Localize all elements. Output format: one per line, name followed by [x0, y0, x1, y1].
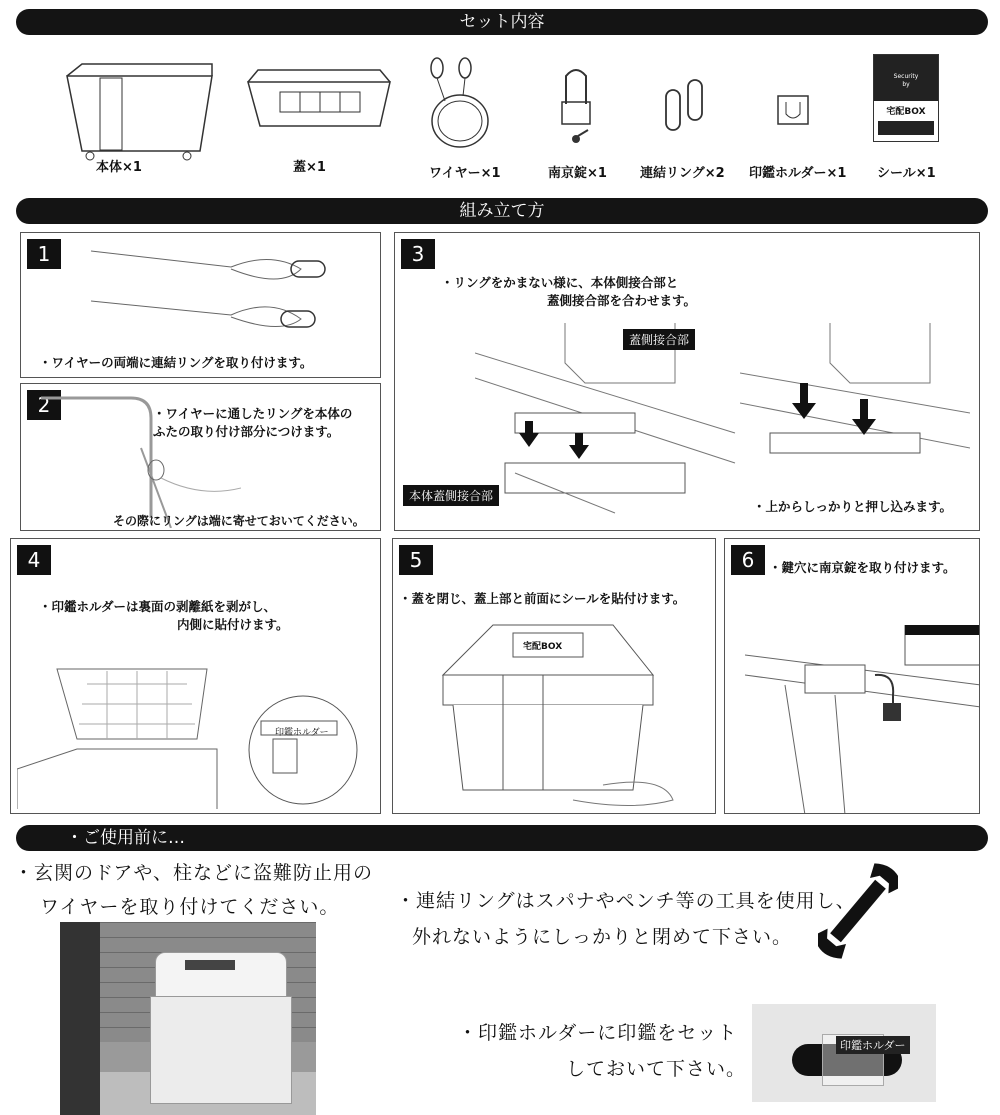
- box-top-label: 宅配BOX: [523, 642, 563, 652]
- note-1-line-1: ・玄関のドアや、柱などに盗難防止用の: [14, 862, 374, 884]
- step-3-text-1: ・リングをかまない様に、本体側接合部と: [441, 275, 679, 290]
- section-header-contents: セット内容: [16, 9, 988, 35]
- box-body-icon: [62, 56, 222, 166]
- padlock-attach-illustration: [745, 625, 980, 814]
- door-box-photo: [60, 922, 316, 1115]
- note-2-line-1: ・連結リングはスパナやペンチ等の工具を使用し、: [396, 890, 856, 912]
- item-label-seal-holder: 印鑑ホルダー×1: [749, 166, 847, 181]
- step-1-text: ・ワイヤーの両端に連結リングを取り付けます。: [39, 355, 313, 370]
- item-label-lid: 蓋×1: [293, 160, 326, 175]
- step-6-text: ・鍵穴に南京錠を取り付けます。: [769, 560, 956, 575]
- item-label-ring: 連結リング×2: [640, 166, 725, 181]
- step-2-text-2: ふたの取り付け部分につけます。: [153, 424, 340, 439]
- step-1-number: 1: [27, 239, 61, 269]
- joint-illustration-left: [475, 323, 745, 523]
- section-header-assembly: 組み立て方: [16, 198, 988, 224]
- step-2-panel: [20, 383, 381, 531]
- open-box-illustration: [17, 659, 247, 809]
- body-joint-label: 本体蓋側接合部: [403, 485, 499, 506]
- step-6-number: 6: [731, 545, 765, 575]
- item-label-body: 本体×1: [96, 160, 142, 175]
- wire-rings-illustration: [81, 239, 371, 339]
- wire-icon: [425, 56, 495, 156]
- note-3-line-2: しておいて下さい。: [566, 1058, 747, 1080]
- note-3-line-1: ・印鑑ホルダーに印鑑をセット: [458, 1022, 738, 1044]
- step-4-panel: [10, 538, 381, 814]
- sticker-security: Security: [893, 73, 919, 80]
- step-3-text-2: 蓋側接合部を合わせます。: [547, 293, 697, 308]
- step-4-number: 4: [17, 545, 51, 575]
- note-1-line-2: ワイヤーを取り付けてください。: [40, 896, 340, 918]
- section-header-before-use: ・ご使用前に…: [16, 825, 988, 851]
- sticker-icon: [873, 54, 939, 142]
- lid-joint-label: 蓋側接合部: [623, 329, 695, 350]
- step-5-text: ・蓋を閉じ、蓋上部と前面にシールを貼付けます。: [399, 591, 686, 606]
- magnifier-circle: [233, 693, 373, 807]
- item-label-padlock: 南京錠×1: [548, 166, 607, 181]
- sticker-by: by: [902, 81, 910, 88]
- step-2-text-1: ・ワイヤーに通したリングを本体の: [153, 406, 353, 421]
- seal-holder-photo: [752, 1004, 936, 1102]
- step-3-panel: [394, 232, 980, 531]
- step-6-panel: [724, 538, 980, 814]
- padlock-icon: [556, 64, 596, 154]
- step-2-number: 2: [27, 390, 61, 420]
- lid-icon: [240, 64, 400, 144]
- note-2-line-2: 外れないようにしっかりと閉めて下さい。: [412, 926, 793, 948]
- holder-photo-label: 印鑑ホルダー: [836, 1036, 910, 1054]
- ring-icon: [662, 74, 712, 144]
- step-1-panel: [20, 232, 381, 378]
- sticker-brand: 宅配BOX: [886, 107, 926, 117]
- step-3-number: 3: [401, 239, 435, 269]
- step-4-text-1: ・印鑑ホルダーは裏面の剥離紙を剥がし、: [39, 599, 277, 614]
- spanner-icon: [818, 856, 898, 966]
- seal-holder-tag: 印鑑ホルダー: [275, 728, 329, 738]
- step-5-number: 5: [399, 545, 433, 575]
- step-5-panel: [392, 538, 716, 814]
- item-label-wire: ワイヤー×1: [429, 166, 501, 181]
- seal-holder-icon: [776, 94, 812, 128]
- step-2-note: その際にリングは端に寄せておいてください。: [113, 514, 365, 528]
- joint-illustration-right: [740, 323, 970, 503]
- step-4-text-2: 内側に貼付けます。: [177, 617, 289, 632]
- item-label-sticker: シール×1: [877, 166, 936, 181]
- step-3-press-text: ・上からしっかりと押し込みます。: [753, 499, 953, 514]
